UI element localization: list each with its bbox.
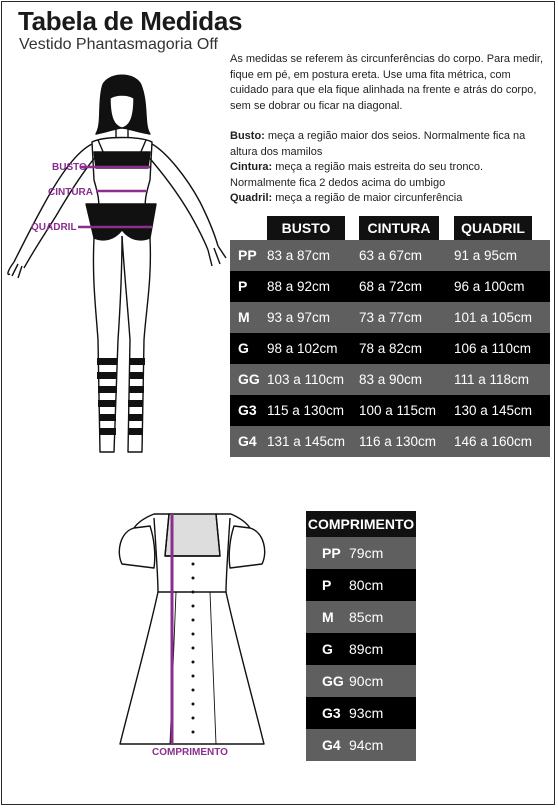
size-label: M xyxy=(322,609,334,625)
size-label: GG xyxy=(238,371,260,387)
size-measurements-table xyxy=(230,212,550,457)
quadril-term: Quadril: xyxy=(230,192,273,204)
busto-value: 93 a 97cm xyxy=(267,310,331,325)
table-row xyxy=(306,697,416,729)
quadril-value: 130 a 145cm xyxy=(454,403,533,418)
cintura-value: 100 a 115cm xyxy=(359,403,437,418)
table-row xyxy=(230,271,550,302)
size-label: PP xyxy=(238,247,257,263)
comprimento-figure-label: COMPRIMENTO xyxy=(152,747,228,758)
table-row xyxy=(306,537,416,569)
quadril-instruction xyxy=(230,191,548,207)
size-label: G3 xyxy=(238,402,257,418)
quadril-value: 91 a 95cm xyxy=(454,248,518,263)
size-label: PP xyxy=(322,545,341,561)
length-value: 80cm xyxy=(349,577,384,593)
busto-value: 98 a 102cm xyxy=(267,341,338,356)
busto-instruction xyxy=(230,129,548,160)
table-row xyxy=(306,665,416,697)
table-row xyxy=(230,240,550,271)
measurement-instructions xyxy=(230,52,548,207)
cintura-instruction xyxy=(230,160,548,191)
length-value: 79cm xyxy=(349,545,384,561)
table-row xyxy=(306,601,416,633)
table-row xyxy=(306,729,416,761)
cintura-text: meça a região mais estreita do seu tronco. Normalmente fica 2 dedos acima do umbigo xyxy=(230,161,484,189)
busto-value: 103 a 110cm xyxy=(267,372,345,387)
quadril-text: meça a região de maior circunferência xyxy=(272,192,463,204)
cintura-value: 78 a 82cm xyxy=(359,341,423,356)
table-row xyxy=(230,426,550,457)
header-cintura: CINTURA xyxy=(359,216,439,240)
table-row xyxy=(230,395,550,426)
table-row xyxy=(230,364,550,395)
page-title: Tabela de Medidas xyxy=(18,6,243,36)
header-quadril: QUADRIL xyxy=(454,216,532,240)
cintura-value: 116 a 130cm xyxy=(359,434,437,449)
busto-value: 83 a 87cm xyxy=(267,248,331,263)
length-table xyxy=(306,511,416,761)
size-label: G4 xyxy=(322,737,341,753)
busto-value: 131 a 145cm xyxy=(267,434,346,449)
length-value: 94cm xyxy=(349,737,384,753)
quadril-value: 111 a 118cm xyxy=(454,372,530,387)
busto-value: 115 a 130cm xyxy=(267,403,345,418)
quadril-figure-label: QUADRIL xyxy=(31,222,77,233)
quadril-value: 146 a 160cm xyxy=(454,434,533,449)
table-row xyxy=(306,569,416,601)
size-label: G4 xyxy=(238,433,257,449)
size-label: GG xyxy=(322,673,344,689)
table-row xyxy=(306,633,416,665)
quadril-value: 101 a 105cm xyxy=(454,310,533,325)
quadril-value: 106 a 110cm xyxy=(454,341,532,356)
cintura-figure-label: CINTURA xyxy=(48,187,93,198)
length-value: 89cm xyxy=(349,641,384,657)
length-value: 90cm xyxy=(349,673,384,689)
cintura-value: 68 a 72cm xyxy=(359,279,423,294)
length-value: 85cm xyxy=(349,609,384,625)
length-table-header: COMPRIMENTO xyxy=(306,511,416,537)
busto-figure-label: BUSTO xyxy=(52,162,87,173)
header-busto: BUSTO xyxy=(267,216,345,240)
busto-value: 88 a 92cm xyxy=(267,279,331,294)
size-label: G xyxy=(322,641,333,657)
body-figure-illustration xyxy=(0,70,230,540)
table-row xyxy=(230,333,550,364)
busto-text: meça a região maior dos seios. Normalmente fica na altura dos mamilos xyxy=(230,130,526,158)
size-label: G3 xyxy=(322,705,341,721)
size-table-header xyxy=(230,212,550,240)
length-value: 93cm xyxy=(349,705,384,721)
intro-text: As medidas se referem às circunferências do corpo. Para medir, fique em pé, em postura ereta. Use uma fita métrica, com cuidado para que ela fique alinhada na frente e atrás do corpo, sem se dobrar ou ficar na diagonal. xyxy=(230,53,544,112)
size-label: P xyxy=(238,278,248,294)
cintura-term: Cintura: xyxy=(230,161,273,173)
cintura-value: 63 a 67cm xyxy=(359,248,423,263)
size-label: M xyxy=(238,309,250,325)
cintura-value: 73 a 77cm xyxy=(359,310,423,325)
size-label: G xyxy=(238,340,249,356)
quadril-value: 96 a 100cm xyxy=(454,279,525,294)
dress-illustration xyxy=(114,508,274,748)
busto-term: Busto: xyxy=(230,130,265,142)
table-row xyxy=(230,302,550,333)
product-name: Vestido Phantasmagoria Off xyxy=(19,36,218,53)
cintura-value: 83 a 90cm xyxy=(359,372,423,387)
size-label: P xyxy=(322,577,332,593)
